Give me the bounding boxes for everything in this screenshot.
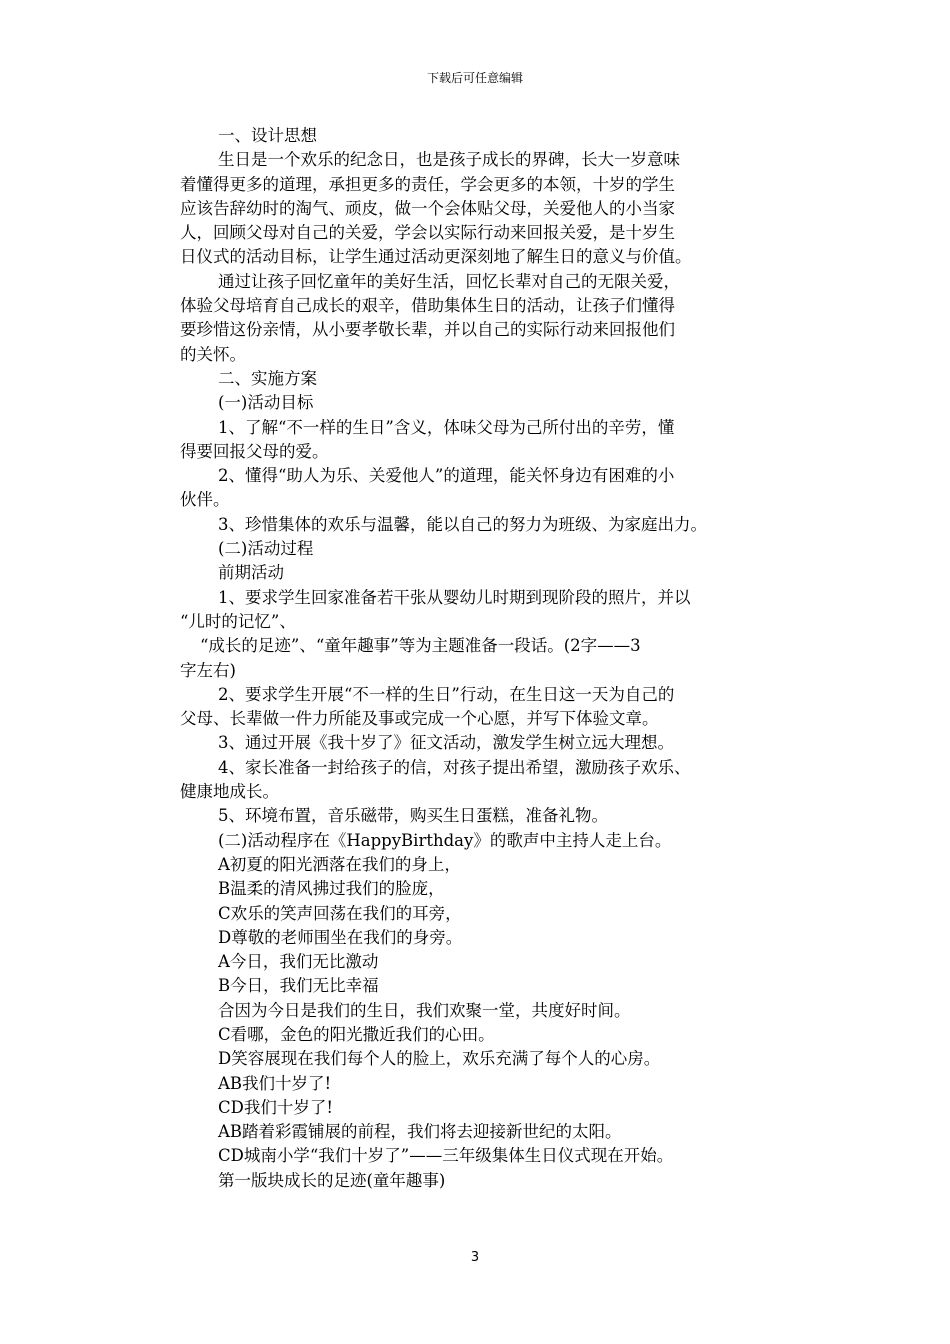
text-line: CD我们十岁了! <box>218 1097 333 1117</box>
text-line: C看哪，金色的阳光撒近我们的心田。 <box>218 1024 495 1044</box>
text-line: 5、环境布置，音乐磁带，购买生日蛋糕，准备礼物。 <box>218 806 608 826</box>
text-line: “成长的足迹”、“童年趣事”等为主题准备一段话。(2字——3 <box>200 636 641 656</box>
text-line: B今日，我们无比幸福 <box>218 976 379 996</box>
text-line: 要珍惜这份亲情，从小要孝敬长辈，并以自己的实际行动来回报他们 <box>180 320 675 340</box>
text-line: 通过让孩子回忆童年的美好生活，回忆长辈对自己的无限关爱， <box>218 271 680 291</box>
text-line: (一)活动目标 <box>218 393 314 413</box>
text-line: 得要回报父母的爱。 <box>180 441 329 461</box>
text-line: 体验父母培育自己成长的艰辛，借助集体生日的活动，让孩子们懂得 <box>180 296 675 316</box>
text-line: 第一版块成长的足迹(童年趣事) <box>218 1170 446 1190</box>
page-header: 下载后可任意编辑 <box>426 71 523 85</box>
text-line: 2、要求学生开展“不一样的生日”行动，在生日这一天为自己的 <box>218 684 675 704</box>
text-line: A初夏的阳光洒落在我们的身上， <box>218 854 461 874</box>
text-line: 合因为今日是我们的生日，我们欢聚一堂，共度好时间。 <box>218 1000 631 1020</box>
text-line: D尊敬的老师围坐在我们的身旁。 <box>218 927 463 947</box>
text-line: 2、懂得“助人为乐、关爱他人”的道理，能关怀身边有困难的小 <box>218 466 675 486</box>
text-line: D笑容展现在我们每个人的脸上，欢乐充满了每个人的心房。 <box>218 1049 661 1069</box>
text-line: 1、要求学生回家准备若干张从婴幼儿时期到现阶段的照片，并以 <box>218 587 691 607</box>
document-body <box>180 124 780 1193</box>
text-line: (二)活动过程 <box>218 539 314 559</box>
text-line: 日仪式的活动目标，让学生通过活动更深刻地了解生日的意义与价值。 <box>180 247 692 267</box>
text-line: 3、珍惜集体的欢乐与温馨，能以自己的努力为班级、为家庭出力。 <box>218 514 707 534</box>
text-line: 前期活动 <box>218 563 284 583</box>
text-line: 伙伴。 <box>180 490 230 510</box>
text-line: 着懂得更多的道理，承担更多的责任，学会更多的本领，十岁的学生 <box>180 174 675 194</box>
text-line: 健康地成长。 <box>180 782 279 802</box>
text-line: 字左右) <box>180 660 236 680</box>
text-line: 3、通过开展《我十岁了》征文活动，激发学生树立远大理想。 <box>218 733 674 753</box>
text-line: 生日是一个欢乐的纪念日，也是孩子成长的界碑，长大一岁意味 <box>218 150 680 170</box>
text-line: (二)活动程序在《HappyBirthday》的歌声中主持人走上台。 <box>218 830 672 850</box>
text-line: C欢乐的笑声回荡在我们的耳旁， <box>218 903 462 923</box>
text-line: 父母、长辈做一件力所能及事或完成一个心愿，并写下体验文章。 <box>180 709 659 729</box>
text-line: 应该告辞幼时的淘气、顽皮，做一个会体贴父母，关爱他人的小当家 <box>180 198 675 218</box>
text-line: 的关怀。 <box>180 344 246 364</box>
text-line: 二、实施方案 <box>218 368 317 388</box>
text-line: B温柔的清风拂过我们的脸庞， <box>218 879 445 899</box>
text-line: 4、家长准备一封给孩子的信，对孩子提出希望，激励孩子欢乐、 <box>218 757 691 777</box>
text-line: “儿时的记忆”、 <box>180 611 296 631</box>
text-line: 一、设计思想 <box>218 126 317 145</box>
text-line: A今日，我们无比激动 <box>218 952 379 972</box>
page-number: 3 <box>470 1250 480 1265</box>
text-line: AB我们十岁了! <box>218 1073 332 1093</box>
text-line: 人，回顾父母对自己的关爱，学会以实际行动来回报关爱，是十岁生 <box>180 223 675 243</box>
text-line: CD城南小学“我们十岁了”——三年级集体生日仪式现在开始。 <box>218 1146 674 1166</box>
text-line: 1、了解“不一样的生日”含义，体味父母为己所付出的辛劳，懂 <box>218 417 675 437</box>
text-line: AB踏着彩霞铺展的前程，我们将去迎接新世纪的太阳。 <box>218 1122 622 1142</box>
